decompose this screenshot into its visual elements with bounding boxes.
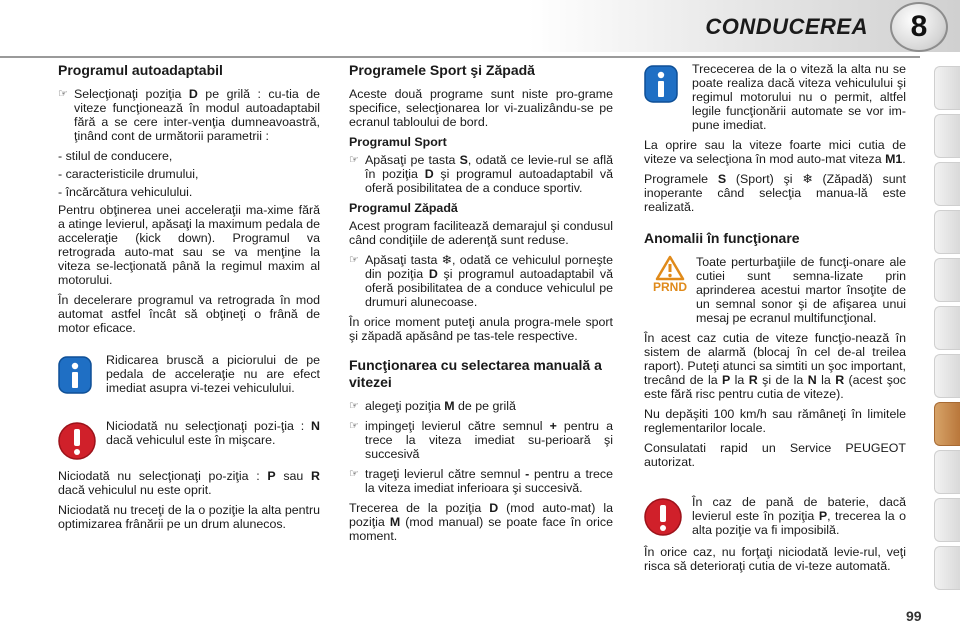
paragraph: Pentru obţinerea unei acceleraţii ma-xime fără a atinge levierul, apăsaţi la maximum pedala de acceleraţie (kick down). Programul va retrograda auto-mat sau se va menţine la viteza se-lecţionată până la regimul maxim al motorului. [58, 203, 320, 287]
pointing-hand-icon: ☞ [349, 154, 359, 166]
section-heading-manual: Funcţionarea cu selectarea manuală a vitezei [349, 357, 602, 390]
dash-item: - caracteristicile drumului, [58, 167, 199, 181]
pointing-hand-icon: ☞ [349, 468, 359, 480]
warning-note: În caz de pană de baterie, dacă levierul este în poziţia P, trecerea la o alta poziţie va fi imposibilă. [644, 495, 906, 539]
bullet-item: ☞ Apăsaţi tasta ❄, odată ce vehiculul porneşte din poziţia D şi programul autoadaptabil vă oferă posibilitatea de a conduce vehiculul pe drumuri alunecoase. [349, 253, 613, 309]
paragraph: În acest caz cutia de viteze funcţio-nează în sistem de alarmă (blocaj în cel de-al treilea raport). Puteţi atunci sa simtiti un şoc important, trecând de la P la R şi de la N la R (acest şoc este fără risc pentru cutia de viteze). [644, 331, 906, 401]
prnd-note: PRND Toate perturbaţiile de funcţi-onare ale cutiei sunt semna-lizate prin aprinderea acestui martor însoţite de un semnal sonor şi de afişarea unui mesaj pe ecranul multifuncţional. [644, 255, 906, 325]
section-heading-autoadaptive: Programul autoadaptabil [58, 62, 223, 78]
prnd-label: PRND [652, 280, 687, 294]
subheading-sport: Programul Sport [349, 135, 447, 149]
bullet-item: ☞ trageţi levierul către semnul - pentru a trece la viteza imediat inferioara şi succesivă. [349, 467, 613, 495]
warning-icon [58, 419, 106, 463]
warning-icon [644, 495, 692, 539]
bullet-item: ☞ impingeţi levierul către semnul + pentru a trece la viteza imediat su-perioară şi succesivă [349, 419, 613, 461]
chapter-side-tabs [934, 66, 960, 594]
info-note: Trececerea de la o viteză la alta nu se poate realiza dacă viteza vehiculului şi regimul motorului nu o permit, altfel legile funcţionării automate se vor im-pune imediat. [644, 62, 906, 132]
paragraph: Trecerea de la poziţia D (mod auto-mat) la poziţia M (mod manual) se poate face în orice moment. [349, 501, 614, 543]
side-tab-3[interactable] [934, 162, 960, 206]
column-1 [58, 62, 320, 537]
paragraph: Niciodată nu treceţi de la o poziţie la alta pentru optimizarea frânării pe un drum alunecos. [58, 503, 320, 531]
column-2 [349, 62, 613, 549]
pointing-hand-icon: ☞ [349, 400, 359, 412]
bullet-item: ☞ Apăsaţi pe tasta S, odată ce levie-rul se află în poziţia D şi programul autoadaptabil vă oferă posibilitatea de a conduce sportiv. [349, 153, 613, 195]
paragraph: La oprire sau la viteze foarte mici cutia de viteze va selecţiona în mod auto-mat viteza M1. [644, 138, 906, 166]
info-note: Ridicarea bruscă a piciorului de pe pedala de acceleraţie nu are efect imediat asupra vi-tezei vehiculului. [58, 353, 320, 397]
side-tab-10[interactable] [934, 498, 960, 542]
side-tab-4[interactable] [934, 210, 960, 254]
side-tab-11[interactable] [934, 546, 960, 590]
side-tab-7[interactable] [934, 354, 960, 398]
bullet-item [58, 87, 320, 143]
bullet-item: ☞ alegeţi poziţia M de pe grilă [349, 399, 516, 413]
page-number: 99 [906, 608, 922, 624]
info-icon [58, 353, 106, 397]
chapter-title: CONDUCEREA [705, 14, 868, 39]
bullet-text: Selecţionaţi poziţia D pe grilă : cu-tia de viteze funcţionează în modul autoadaptabil fără a se cere inter-venţia dumneavoastră, ţinând cont de următorii parametrii : [74, 87, 320, 143]
info-icon [644, 62, 692, 106]
pointing-hand-icon: ☞ [349, 254, 359, 266]
side-tab-8-active[interactable] [934, 402, 960, 446]
pointing-hand-icon: ☞ [58, 88, 68, 100]
paragraph: Nu depăşiti 100 km/h sau rămâneţi în limitele reglementarilor locale. [644, 407, 906, 435]
section-heading-sport-snow: Programele Sport şi Zăpadă [349, 62, 535, 78]
dash-item: - stilul de conducere, [58, 149, 173, 163]
header-divider [0, 56, 920, 58]
paragraph: Niciodată nu selecţionaţi po-ziţia : P sau R dacă vehiculul nu este oprit. [58, 469, 320, 497]
paragraph: În decelerare programul va retrograda în mod automat astfel încât să obţineţi o frână de motor eficace. [58, 293, 320, 335]
chapter-number-badge: 8 [890, 2, 948, 52]
side-tab-2[interactable] [934, 114, 960, 158]
dash-item: - încărcătura vehiculului. [58, 185, 193, 199]
paragraph: Acest program facilitează demarajul şi condusul când condiţiile de aderenţă sunt reduse. [349, 219, 613, 247]
paragraph: Aceste două programe sunt niste pro-grame specifice, selecţionarea lor vi-zualizându-se pe ecranul tabloului de bord. [349, 87, 613, 129]
side-tab-6[interactable] [934, 306, 960, 350]
warning-note: Niciodată nu selecţionaţi pozi-ţia : N dacă vehiculul este în mişcare. [58, 419, 320, 463]
prnd-warning-icon [644, 255, 696, 303]
side-tab-5[interactable] [934, 258, 960, 302]
paragraph: În orice caz, nu forţaţi niciodată levie-rul, veţi risca să deterioraţi cutia de vi-teze automată. [644, 545, 906, 573]
paragraph: În orice moment puteţi anula progra-mele sport şi zăpadă apăsând pe tas-tele respective. [349, 315, 613, 343]
subheading-snow: Programul Zăpadă [349, 201, 458, 215]
paragraph: Programele S (Sport) şi ❄ (Zăpadă) sunt inoperante când selecţia manua-lă este realizată. [644, 172, 906, 214]
side-tab-1[interactable] [934, 66, 960, 110]
section-heading-anomalies: Anomalii în funcţionare [644, 230, 800, 246]
column-3 [644, 62, 906, 579]
paragraph: Consulatati rapid un Service PEUGEOT autorizat. [644, 441, 906, 469]
side-tab-9[interactable] [934, 450, 960, 494]
pointing-hand-icon: ☞ [349, 420, 359, 432]
